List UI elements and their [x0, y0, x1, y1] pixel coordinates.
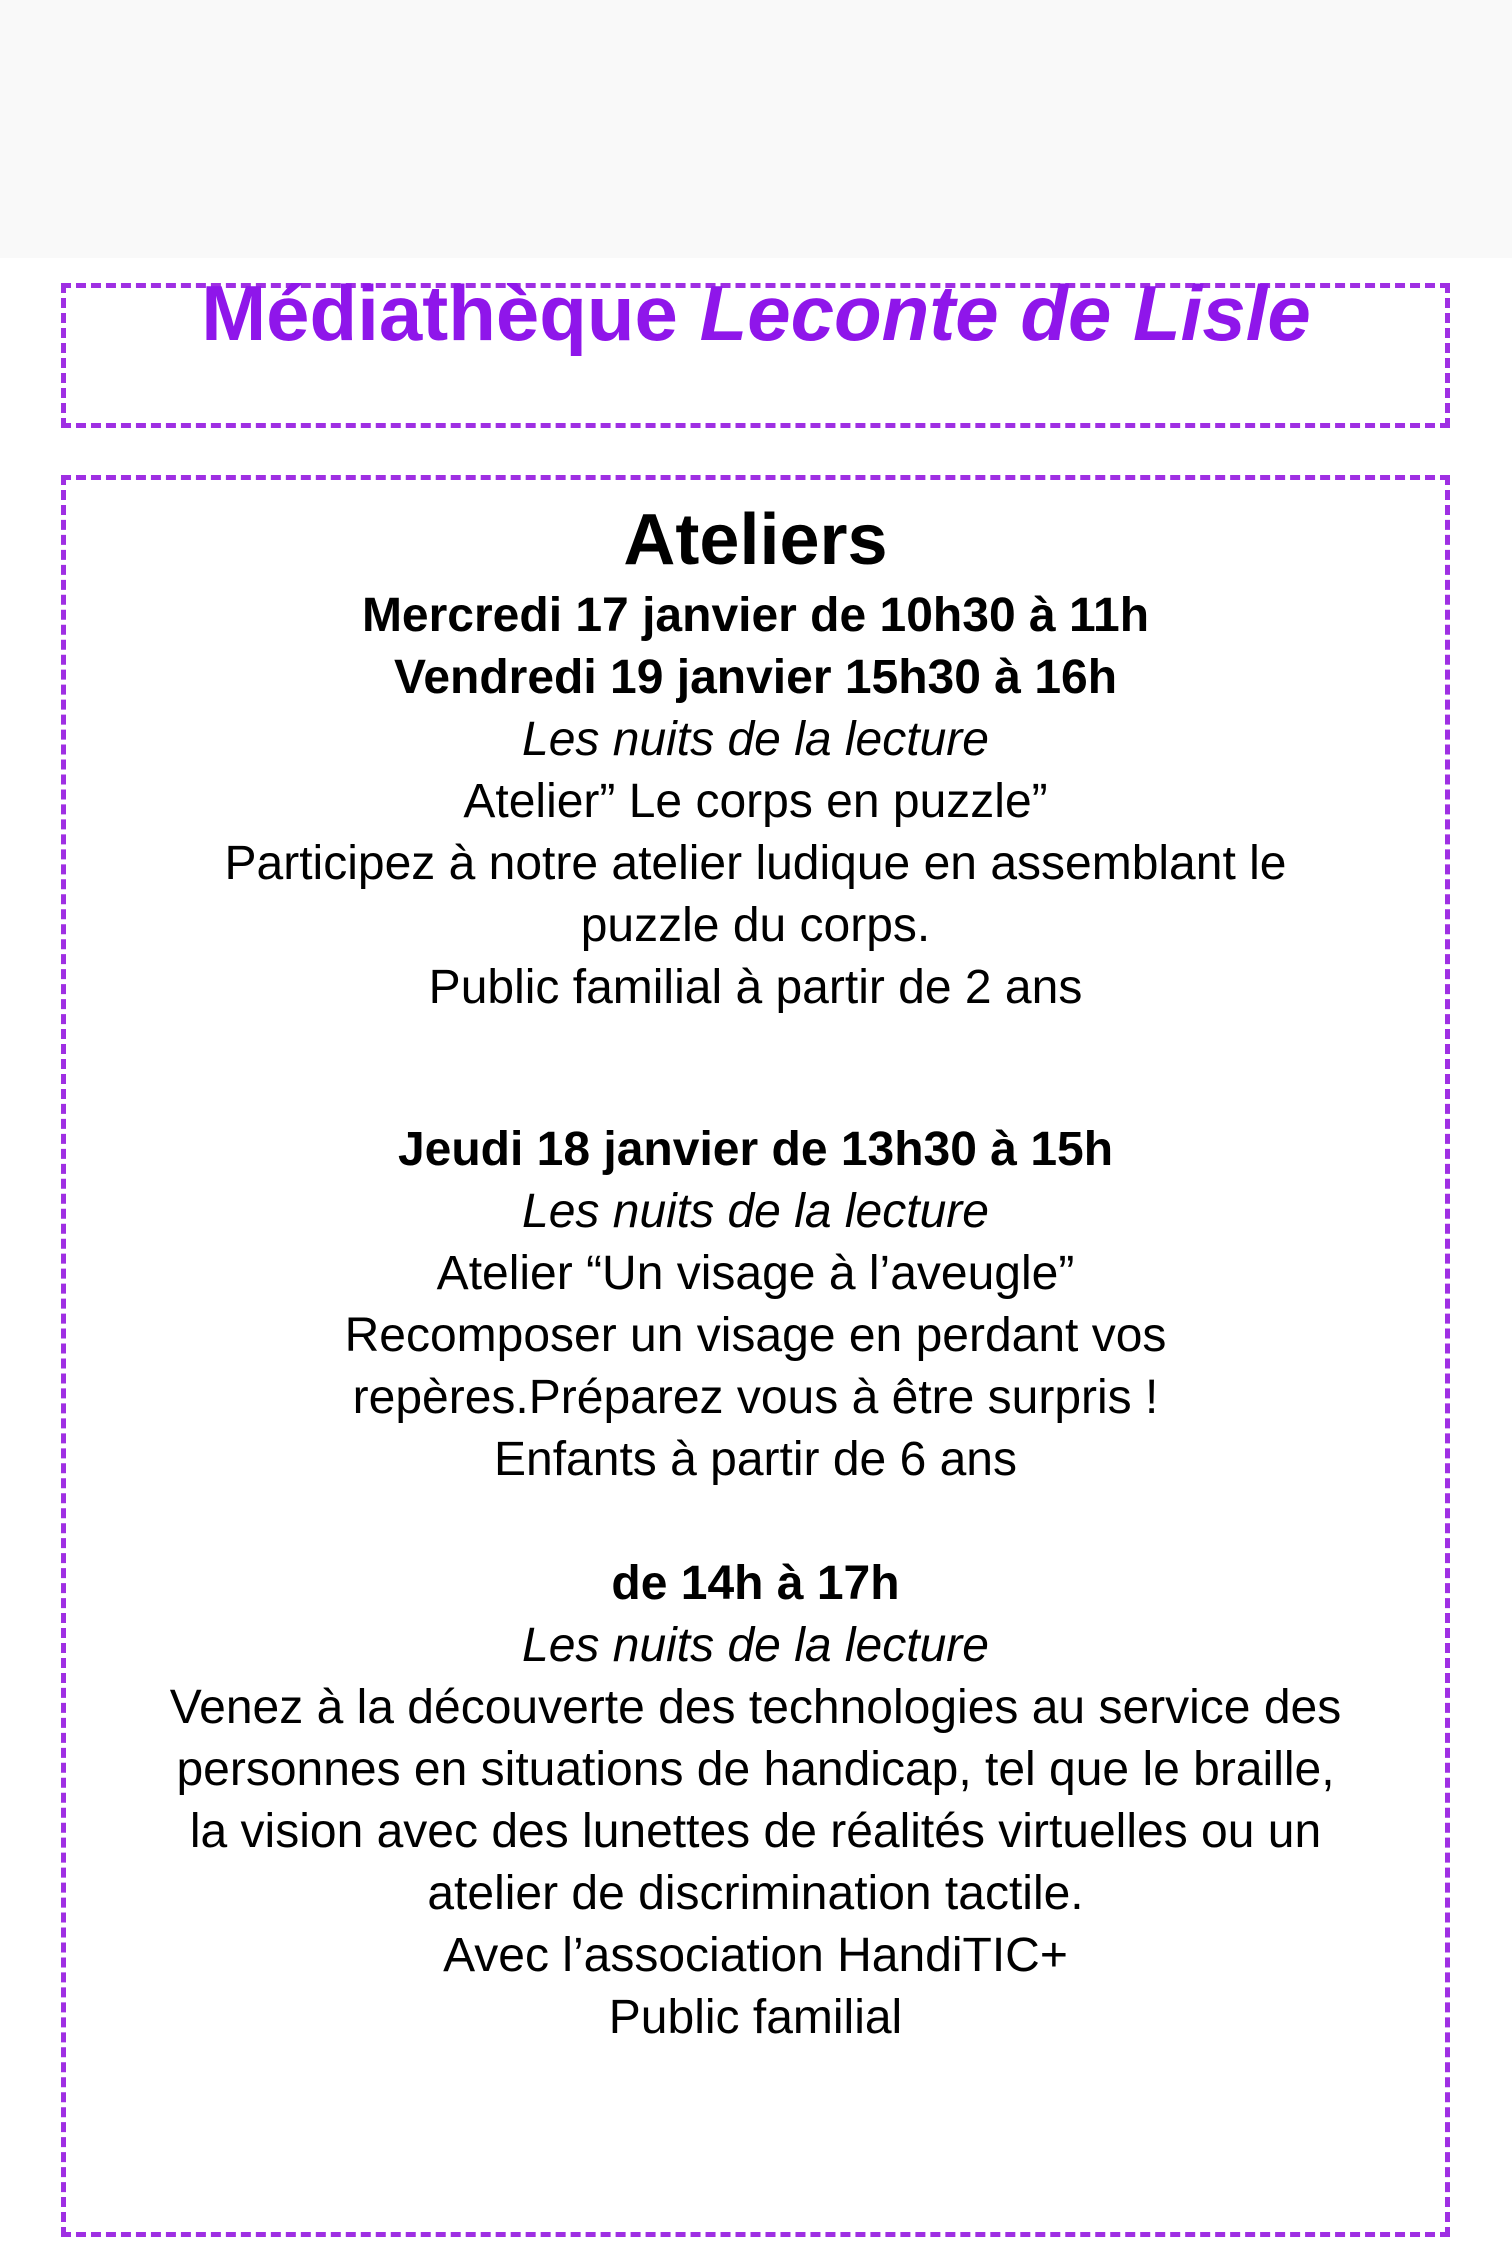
page-title [0, 268, 1512, 358]
event-description: Recomposer un visage en perdant vos [344, 1309, 1167, 1362]
event-audience: Public familial à partir de 2 ans [428, 961, 1083, 1014]
events-content [61, 495, 1450, 2049]
title-italic: Leconte de Lisle [699, 269, 1311, 357]
event-date: Mercredi 17 janvier de 10h30 à 11h [361, 589, 1150, 642]
event-description: personnes en situations de handicap, tel que le braille, [176, 1743, 1335, 1796]
event-audience: Public familial [608, 1991, 903, 2044]
section-heading: Ateliers [623, 500, 888, 580]
event-description: la vision avec des lunettes de réalités virtuelles ou un [189, 1805, 1322, 1858]
event-series: Les nuits de la lecture [522, 1619, 989, 1672]
event-series: Les nuits de la lecture [522, 1185, 989, 1238]
event-description: repères.Préparez vous à être surpris ! [352, 1371, 1159, 1424]
top-blank-area [0, 0, 1512, 258]
event-visage [61, 1119, 1450, 1491]
event-description: Participez à notre atelier ludique en assemblant le [224, 837, 1287, 890]
event-time: de 14h à 17h [611, 1557, 900, 1610]
event-technologies [61, 1553, 1450, 2049]
event-audience: Enfants à partir de 6 ans [494, 1433, 1017, 1486]
event-partner: Avec l’association HandiTIC+ [443, 1929, 1068, 1982]
event-description: atelier de discrimination tactile. [427, 1867, 1084, 1920]
event-puzzle [61, 585, 1450, 1019]
title-normal: Médiathèque [201, 269, 678, 357]
event-name: Atelier “Un visage à l’aveugle” [436, 1247, 1075, 1300]
event-series: Les nuits de la lecture [522, 713, 989, 766]
event-date: Jeudi 18 janvier de 13h30 à 15h [397, 1123, 1114, 1176]
event-name: Atelier” Le corps en puzzle” [463, 775, 1048, 828]
event-date: Vendredi 19 janvier 15h30 à 16h [393, 651, 1118, 704]
event-description: Venez à la découverte des technologies au service des [169, 1681, 1342, 1734]
event-description: puzzle du corps. [580, 899, 931, 952]
